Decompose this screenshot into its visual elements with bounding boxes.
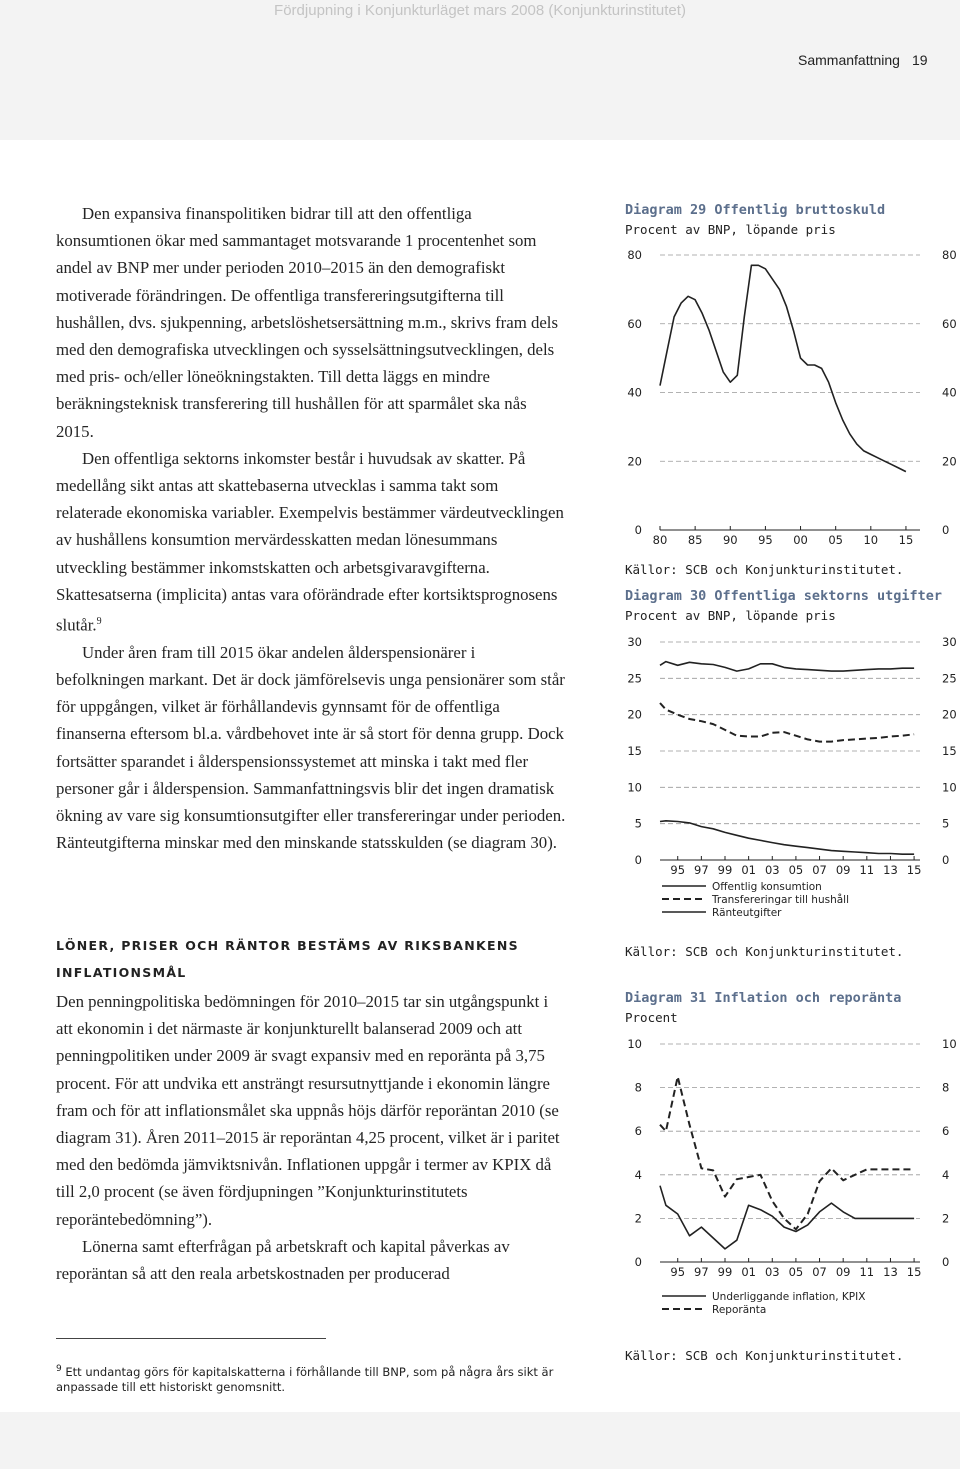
x-tick-label: 10 xyxy=(863,533,879,547)
legend-label: Transfereringar till hushåll xyxy=(712,894,850,906)
y-tick-label-left: 60 xyxy=(627,316,642,331)
series-line-2 xyxy=(660,1077,914,1230)
x-tick-label: 95 xyxy=(670,1265,686,1279)
series-line-2 xyxy=(660,703,914,742)
legend-label: Underliggande inflation, KPIX xyxy=(712,1291,866,1303)
chart-31-title: Diagram 31 Inflation och reporänta xyxy=(625,990,902,1006)
y-tick-label-left: 0 xyxy=(634,853,642,867)
running-header xyxy=(798,52,928,68)
y-tick-label-right: 20 xyxy=(942,454,957,469)
body-text-upper xyxy=(56,200,566,856)
x-tick-label: 11 xyxy=(859,1265,875,1279)
x-tick-label: 07 xyxy=(812,863,827,877)
chart-30-source: Källor: SCB och Konjunkturinstitutet. xyxy=(625,944,904,959)
chart-29-subtitle: Procent av BNP, löpande pris xyxy=(625,222,836,237)
legend-label: Reporänta xyxy=(712,1304,767,1316)
y-tick-label-right: 0 xyxy=(942,1255,950,1269)
x-tick-label: 99 xyxy=(717,1265,733,1279)
chart-31-source: Källor: SCB och Konjunkturinstitutet. xyxy=(625,1348,904,1363)
y-tick-label-right: 25 xyxy=(942,671,957,686)
y-tick-label-right: 15 xyxy=(942,744,957,758)
x-tick-label: 01 xyxy=(741,1265,756,1279)
chart-30-title: Diagram 30 Offentliga sektorns utgifter xyxy=(625,588,942,604)
chart-29-source: Källor: SCB och Konjunkturinstitutet. xyxy=(625,562,904,577)
y-tick-label-right: 4 xyxy=(942,1167,950,1182)
paragraph-4: Den penningpolitiska bedömningen för 2010–2015 tar sin utgångspunkt i att ekonomin i det närmaste är konjunkturellt balanserad 2009 och att penningpolitiken under 2009 är svagt expansiv med en reporänta på 3,75 procent. För att undvika ett ansträngt resursutnyttjande i ekonomin längre fram och för att inflationsmålet ska uppnås höjs därför reporäntan 2010 (se diagram 31). Åren 2011–2015 är reporäntan 4,25 procent, vilket är i paritet med den bedömda jämviktsnivån. Inflationen uppgår i termer av KPIX då till 2,0 procent (se även fördjupningen ”Konjunkturinstitutets reporäntebedömning”). xyxy=(56,992,560,1229)
y-tick-label-left: 5 xyxy=(634,816,642,831)
paragraph-1: Den expansiva finanspolitiken bidrar till att den offentliga konsumtionen ökar med sammantaget motsvarande 1 procentenhet som andel av BNP mer under perioden 2010–2015 än den demografiskt motiverade förändringen. De offentliga transfereringsutgifterna till hushållen, dvs. sjukpenning, arbetslöshetsersättning m.m., skrivs fram dels med den demografiska utvecklingen och sysselsättningsutvecklingen, dels med pris- och/eller löneökningstakten. Till detta läggs en mindre beräkningsteknisk transferering till hushållen för att sparmålet ska nås 2015. xyxy=(56,204,558,441)
paragraph-5: Lönerna samt efterfrågan på arbetskraft och kapital påverkas av reporäntan så att den reala arbetskostnaden per producerad xyxy=(56,1236,510,1284)
footnote-ref: 9 xyxy=(96,616,102,628)
paragraph-3: Under åren fram till 2015 ökar andelen ålderspensionärer i befolkningen markant. Det är dock jämförelsevis unga pensionärer som står för uppgången, vilket är förhållandevis gynnsamt för de offentliga finanserna eftersom bl.a. vårdbehovet inte är så stort för denna grupp. Dock fortsätter sparandet i ålderspensionssystemet att minska i takt med fler personer går i ålderspension. Sammanfattningsvis blir det ingen dramatisk ökning av vare sig konsumtionsutgifter eller transfereringar under perioden. Ränteutgifterna minskar med den minskande statsskulden (se diagram 30). xyxy=(56,642,566,853)
header-band xyxy=(0,0,960,140)
y-tick-label-right: 30 xyxy=(942,635,957,649)
x-tick-label: 05 xyxy=(788,863,804,877)
y-tick-label-left: 2 xyxy=(634,1211,642,1226)
x-tick-label: 13 xyxy=(883,863,898,877)
series-line-1 xyxy=(660,1186,914,1249)
x-tick-label: 03 xyxy=(764,863,780,877)
footnote xyxy=(56,1362,576,1395)
chart-31 xyxy=(620,1030,960,1335)
footer-band xyxy=(0,1412,960,1469)
y-tick-label-left: 10 xyxy=(627,780,642,795)
y-tick-label-left: 8 xyxy=(634,1080,642,1095)
y-tick-label-left: 40 xyxy=(627,385,642,400)
y-tick-label-left: 80 xyxy=(627,248,642,262)
x-tick-label: 01 xyxy=(741,863,756,877)
y-tick-label-left: 6 xyxy=(634,1124,642,1139)
y-tick-label-right: 60 xyxy=(942,316,957,331)
y-tick-label-right: 2 xyxy=(942,1211,950,1226)
y-tick-label-right: 5 xyxy=(942,816,950,831)
body-text-lower xyxy=(56,988,566,1287)
y-tick-label-left: 20 xyxy=(627,454,642,469)
y-tick-label-right: 0 xyxy=(942,853,950,867)
x-tick-label: 09 xyxy=(835,863,851,877)
x-tick-label: 15 xyxy=(906,1265,922,1279)
x-tick-label: 03 xyxy=(764,1265,780,1279)
x-tick-label: 11 xyxy=(859,863,875,877)
legend-label: Offentlig konsumtion xyxy=(712,881,822,893)
y-tick-label-left: 10 xyxy=(627,1037,642,1051)
chart-31-subtitle: Procent xyxy=(625,1010,678,1025)
y-tick-label-right: 10 xyxy=(942,780,957,795)
x-tick-label: 90 xyxy=(722,533,738,547)
document-title: Fördjupning i Konjunkturläget mars 2008 (Konjunkturinstitutet) xyxy=(274,2,686,19)
paragraph-2 xyxy=(56,445,566,639)
series-line-3 xyxy=(660,821,914,854)
x-tick-label: 85 xyxy=(687,533,703,547)
section-heading: LÖNER, PRISER OCH RÄNTOR BESTÄMS AV RIKSBANKENS INFLATIONSMÅL xyxy=(56,938,519,980)
x-tick-label: 97 xyxy=(694,1265,709,1279)
paragraph-2-text: Den offentliga sektorns inkomster består i huvudsak av skatter. På medellång sikt antas att skattebaserna utvecklas i samma takt som relaterade ekonomiska variabler. Exempelvis bestämmer värdeutvecklingen av hushållens konsumtion mervärdesskatten medan lönesummans utveckling bestämmer inkomstskatten och arbetsgivaravgifterna. Skattesatserna (implicita) antas vara oförändrade efter kortsiktsprognosens slutår. xyxy=(56,448,564,635)
series-line-1 xyxy=(660,662,914,672)
footnote-text: Ett undantag görs för kapitalskatterna i förhållande till BNP, som på några års sikt är anpassade till ett historiskt genomsnitt. xyxy=(56,1364,554,1394)
section-name: Sammanfattning xyxy=(798,52,900,68)
y-tick-label-right: 8 xyxy=(942,1080,950,1095)
legend-label: Ränteutgifter xyxy=(712,907,782,919)
series-line-1 xyxy=(660,265,906,471)
x-tick-label: 00 xyxy=(793,533,808,547)
x-tick-label: 07 xyxy=(812,1265,827,1279)
y-tick-label-left: 15 xyxy=(627,744,642,758)
y-tick-label-left: 0 xyxy=(634,1255,642,1269)
y-tick-label-left: 25 xyxy=(627,671,642,686)
x-tick-label: 80 xyxy=(652,533,668,547)
chart-30-subtitle: Procent av BNP, löpande pris xyxy=(625,608,836,623)
y-tick-label-left: 0 xyxy=(634,523,642,537)
x-tick-label: 95 xyxy=(758,533,773,547)
y-tick-label-right: 40 xyxy=(942,385,957,400)
footnote-number: 9 xyxy=(56,1364,62,1374)
x-tick-label: 05 xyxy=(828,533,843,547)
chart-29-title: Diagram 29 Offentlig bruttoskuld xyxy=(625,202,886,218)
chart-29 xyxy=(620,240,960,555)
y-tick-label-right: 80 xyxy=(942,248,957,262)
y-tick-label-right: 10 xyxy=(942,1037,957,1051)
x-tick-label: 15 xyxy=(906,863,922,877)
chart-30 xyxy=(620,628,960,933)
x-tick-label: 15 xyxy=(898,533,914,547)
y-tick-label-right: 6 xyxy=(942,1124,950,1139)
x-tick-label: 09 xyxy=(835,1265,851,1279)
y-tick-label-left: 30 xyxy=(627,635,642,649)
y-tick-label-right: 0 xyxy=(942,523,950,537)
x-tick-label: 97 xyxy=(694,863,709,877)
y-tick-label-left: 20 xyxy=(627,707,642,722)
y-tick-label-left: 4 xyxy=(634,1167,642,1182)
y-tick-label-right: 20 xyxy=(942,707,957,722)
x-tick-label: 05 xyxy=(788,1265,804,1279)
x-tick-label: 99 xyxy=(717,863,733,877)
x-tick-label: 13 xyxy=(883,1265,898,1279)
x-tick-label: 95 xyxy=(670,863,686,877)
footnote-rule xyxy=(56,1338,326,1339)
page-number: 19 xyxy=(911,52,928,68)
